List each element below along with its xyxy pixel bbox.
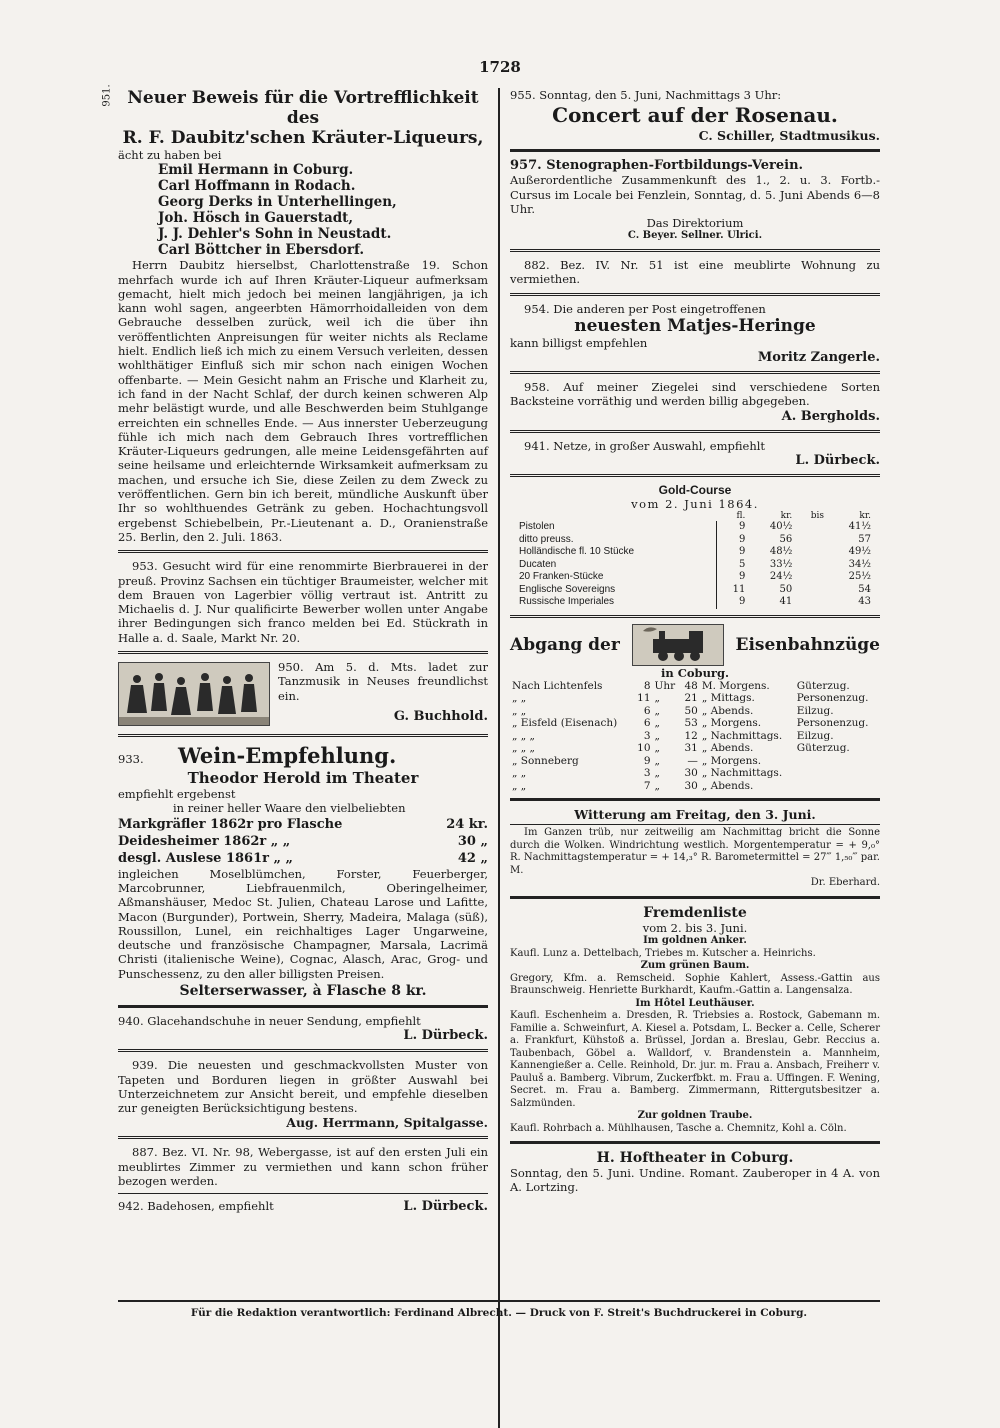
train-minute: 50 (684, 704, 698, 717)
ad-933 (118, 743, 488, 999)
wine-price: 42 „ (457, 850, 488, 866)
train-hour: 10 (637, 742, 651, 755)
cell: 9 (717, 534, 749, 547)
cell: 56 (779, 533, 793, 545)
right-column (510, 88, 880, 1195)
cell: 11 (717, 584, 749, 597)
train-table (510, 680, 880, 793)
cell: 48½ (769, 546, 793, 558)
train-type (795, 780, 880, 793)
train-hour: 9 (643, 754, 651, 767)
ad-body: 882. Bez. IV. Nr. 51 ist eine meublirte Wohnung zu vermiethen. (510, 257, 880, 287)
col-header: kr. (780, 511, 793, 522)
wine-name: Markgräfler 1862r pro Flasche (118, 816, 343, 832)
train-row (510, 730, 880, 743)
hotel-name: Im goldnen Anker. (643, 935, 747, 947)
table-row (516, 584, 874, 597)
train-type: Personenzug. (796, 692, 869, 705)
cell: 34½ (848, 558, 871, 570)
ad-941 (510, 439, 880, 468)
ad-953 (118, 559, 488, 645)
guest-list: Kaufl. Rohrbach a. Mühlhausen, Tasche a. Chemnitz, Kohl a. Cöln. (510, 1122, 847, 1134)
ad-signature: G. Buchhold. (393, 708, 488, 724)
ad-signature: A. Bergholds. (781, 408, 880, 424)
ad-signature: Aug. Herrmann, Spitalgasse. (286, 1115, 488, 1131)
ad-title: Wein-Empfehlung. (178, 743, 397, 769)
train-destination: „ „ „ (512, 729, 535, 742)
dealer: J. J. Dehler's Sohn in Neustadt. (158, 226, 392, 243)
locomotive-icon (633, 625, 723, 665)
train-destination: „ „ „ (512, 742, 535, 755)
ad-951 (101, 84, 488, 544)
train-title-right: Eisenbahnzüge (735, 634, 880, 655)
train-hour: 11 (637, 692, 651, 705)
weather-body: Im Ganzen trüb, nur zeitweilig am Nachmittag bricht die Sonne durch die Wolken. Windrichtung westlich. Morgentemperatur = + 9,₀° R. Nachmittagstemperatur = + 14,₃° R. Barometermittel = 27‴ 1,₅₀‴ par. M. (510, 827, 880, 876)
ad-title: 957. Stenographen-Fortbildungs-Verein. (510, 158, 804, 174)
train-time-label: „ (654, 754, 660, 767)
train-period: „ Morgens. (701, 717, 762, 730)
divider (118, 550, 488, 553)
col-header: fl. (736, 511, 746, 522)
ad-body: 950. Am 5. d. Mts. ladet zur Tanzmusik in Neuses freundlichst ein. (278, 660, 488, 703)
ad-body: 955. Sonntag, den 5. Juni, Nachmittags 3 Uhr: (510, 88, 782, 102)
train-row (510, 705, 880, 718)
table-row (516, 546, 874, 559)
table-row (516, 521, 874, 534)
ad-body: 958. Auf meiner Ziegelei sind verschiedene Sorten Backsteine vorräthig und werden billig abgegeben. (510, 380, 880, 409)
train-row (510, 692, 880, 705)
ad-940 (118, 1014, 488, 1043)
wine-row (118, 833, 488, 850)
ad-number: 933. (118, 752, 144, 767)
ad-intro: empfiehlt ergebenst (118, 787, 236, 802)
train-subtitle: in Coburg. (660, 665, 730, 680)
train-row (510, 780, 880, 793)
hotel-name: Zum grünen Baum. (640, 960, 750, 972)
gold-course (510, 483, 880, 609)
train-row (510, 680, 880, 693)
ad-sub: Das Direktorium (646, 216, 744, 231)
train-row (510, 767, 880, 780)
theater-body: Sonntag, den 5. Juni. Undine. Romant. Zauberoper in 4 A. von A. Lortzing. (510, 1166, 880, 1195)
train-hour: 8 (643, 679, 651, 692)
train-type: Eilzug. (796, 704, 834, 717)
table-row (516, 571, 874, 584)
cell: 57 (858, 533, 871, 545)
train-title-left: Abgang der (510, 634, 620, 655)
cell: 25½ (848, 571, 871, 583)
guest-list: Gregory, Kfm. a. Remscheid. Sophie Kahlert, Assess.-Gattin aus Braunschweig. Henriette Burkhardt, Kaufm.-Gattin a. Langensalza. (510, 972, 880, 997)
ad-subtitle: Theodor Herold im Theater (187, 769, 419, 788)
divider (118, 1136, 488, 1139)
train-row (510, 742, 880, 755)
ad-body: ingleichen Moselblümchen, Forster, Feuerberger, Marcobrunner, Liebfrauenmilch, Oberingelheimer, Aßmanshäuser, Medoc St. Julien, Chateau Larose und Lafitte, Macon (Burgunder), Portwein, Sherry, Madeira, Malaga (süß), Roussillon, Lunel, ein reichhaltiges Lager Ungarweine, deutsche und französische Champagner, Marsala, Lacrimä Christi (italienische Weine), Cognac, Alasch, Arac, Grog- und Punschessenz, zu den aller billigsten Preisen. (118, 866, 488, 981)
hotel-name: Im Hôtel Leuthäuser. (635, 997, 755, 1009)
table-row (516, 559, 874, 572)
cell: 50 (779, 583, 793, 595)
column-divider (498, 88, 500, 1428)
train-destination: Nach Lichtenfels (512, 679, 603, 692)
guest-list: Kaufl. Lunz a. Dettelbach, Triebes m. Kutscher a. Heinrichs. (510, 947, 816, 959)
dealer: Carl Böttcher in Ebersdorf. (158, 242, 365, 259)
train-destination: „ „ (512, 692, 527, 705)
train-period: „ Nachmittags. (701, 767, 783, 780)
ad-body: 942. Badehosen, empfiehlt (118, 1199, 274, 1214)
locomotive-illustration (632, 624, 724, 666)
divider (118, 651, 488, 654)
divider (510, 293, 880, 296)
divider (510, 896, 880, 899)
train-destination: „ „ (512, 779, 527, 792)
weather-signature: Dr. Eberhard. (810, 877, 880, 889)
divider (510, 149, 880, 152)
train-minute: 48 (684, 679, 698, 692)
train-destination: „ Sonneberg (512, 754, 579, 767)
ad-intro: ächt zu haben bei (118, 148, 222, 162)
train-minute: 30 (684, 779, 698, 792)
cell: 33½ (769, 558, 793, 570)
ad-number: 951. (101, 84, 113, 107)
ad-950 (118, 660, 488, 728)
col-header: bis (810, 511, 825, 522)
train-time-label: Uhr (654, 679, 676, 692)
ad-signature: L. Dürbeck. (403, 1028, 488, 1044)
divider (510, 474, 880, 477)
train-period: „ Abends. (701, 704, 754, 717)
gold-subtitle: vom 2. Juni 1864. (631, 497, 759, 512)
train-time-label: „ (654, 742, 660, 755)
cell: 9 (717, 521, 749, 534)
train-hour: 7 (643, 779, 651, 792)
ad-signature: C. Beyer. Sellner. Ulrici. (627, 230, 763, 242)
train-time-label: „ (654, 767, 660, 780)
wine-row (118, 850, 488, 867)
ad-body: Außerordentliche Zusammenkunft des 1., 2. u. 3. Fortb.-Cursus im Locale bei Fenzlein, Sonntag, d. 5. Juni Abends 6—8 Uhr. (510, 173, 880, 216)
ad-title: R. F. Daubitz'schen Kräuter-Liqueurs, (122, 128, 484, 148)
ad-signature: Moritz Zangerle. (757, 350, 880, 366)
cell: 43 (858, 596, 871, 608)
cell: 5 (717, 559, 749, 572)
divider (510, 1141, 880, 1144)
ad-955 (510, 88, 880, 143)
divider (510, 824, 880, 825)
col-header: kr. (859, 511, 871, 522)
coin-name: Russische Imperiales (519, 596, 615, 608)
cell: 41 (779, 596, 793, 608)
ad-intro: in reiner heller Waare den vielbeliebten (173, 801, 406, 816)
train-time-label: „ (654, 717, 660, 730)
ad-footer: Selterserwasser, à Flasche 8 kr. (179, 982, 427, 999)
divider (118, 1005, 488, 1008)
table-row (516, 596, 874, 609)
footer-imprint: Für die Redaktion verantwortlich: Ferdinand Albrecht. — Druck von F. Streit's Buchdruckerei in Coburg. (190, 1307, 808, 1319)
train-time-label: „ (654, 729, 660, 742)
dancers-icon (119, 663, 269, 725)
coin-name: Ducaten (519, 558, 557, 570)
dealer: Joh. Hösch in Gauerstadt, (158, 210, 354, 227)
ad-887 (118, 1145, 488, 1188)
fremdenliste-subtitle: vom 2. bis 3. Juni. (642, 920, 748, 935)
divider (510, 371, 880, 374)
cell: 41½ (848, 521, 871, 533)
theater (510, 1150, 880, 1195)
train-row (510, 717, 880, 730)
fremdenliste-title: Fremdenliste (643, 904, 747, 921)
wine-price: 30 „ (457, 833, 488, 849)
ad-body: 887. Bez. VI. Nr. 98, Webergasse, ist auf den ersten Juli ein meublirtes Zimmer zu vermiethen und kann schon früher bezogen werden. (118, 1145, 488, 1189)
train-period: M. Morgens. (701, 679, 770, 692)
coin-name: ditto preuss. (519, 533, 574, 545)
ad-882 (510, 258, 880, 287)
weather-title: Witterung am Freitag, den 3. Juni. (574, 807, 816, 823)
train-type (795, 755, 880, 768)
ad-958 (510, 380, 880, 424)
train-destination: „ Eisfeld (Eisenach) (512, 717, 618, 730)
train-time-label: „ (654, 779, 660, 792)
ad-body: 954. Die anderen per Post eingetroffenen (524, 301, 766, 316)
cell: 9 (717, 546, 749, 559)
train-period: „ Nachmittags. (701, 729, 783, 742)
cell: 40½ (769, 521, 793, 533)
dancers-illustration (118, 662, 270, 726)
train-period: „ Mittags. (701, 692, 755, 705)
divider (118, 1049, 488, 1052)
gold-table (516, 511, 874, 609)
coin-name: 20 Franken-Stücke (519, 571, 604, 583)
train-row (510, 755, 880, 768)
footer-rule (118, 1300, 880, 1302)
ad-signature: L. Dürbeck. (403, 1199, 488, 1215)
table-row (516, 534, 874, 547)
train-period: „ Abends. (701, 742, 754, 755)
theater-title: H. Hoftheater in Coburg. (596, 1150, 794, 1167)
train-time-label: „ (654, 692, 660, 705)
train-hour: 6 (643, 717, 651, 730)
cell: 54 (858, 583, 871, 595)
ad-signature: C. Schiller, Stadtmusikus. (698, 128, 880, 144)
train-type: Güterzug. (796, 742, 850, 755)
train-minute: 53 (684, 717, 698, 730)
ad-title: Concert auf der Rosenau. (552, 103, 838, 128)
ad-939 (118, 1058, 488, 1130)
train-schedule (510, 624, 880, 793)
gold-title: Gold-Course (658, 483, 732, 498)
ad-body: Herrn Daubitz hierselbst, Charlottenstraße 19. Schon mehrfach wurde ich auf Ihren Kräuter-Liqueur aufmerksam gemacht, hielt mich jedoch bei meinen langjährigen, ja ich kann wohl sagen, angeerbten Hämorrhoidalleiden von dem Gebrauche desselben zurück, weil ich die über ihn veröffentlichten Anpreisungen für weiter nichts als Reclame hielt. Endlich ließ ich mich zu einem Versuch verleiten, dessen wohlthätiger Einfluß sich mir schon nach einigen Wochen offenbarte. — Mein Gesicht nahm an Frische und Klarheit zu, ich fand in der Nacht Schlaf, der durch keinen schweren Alp mehr belästigt wurde, und alle Beschwerden beim Stuhlgange erreichten ein schnelles Ende. — Aus innerster Ueberzeugung fühle ich mich nach dem Gebrauch Ihres vortrefflichen Kräuter-Liqueurs gedrungen, alle meine Leidensgefährten auf seine heilsame und erleichternde Wirksamkeit aufmerksam zu machen, und ersuche ich Sie, diese Zeilen zu dem Zweck zu veröffentlichen. Gern bin ich bereit, mündliche Auskunft über Ihr so wohlthuendes Getränk zu geben. Hochachtungsvoll ergebenst Schiebelbein, Pr.-Lieutenant a. D., Oranienstraße 25. Berlin, den 2. Juli. 1863. (118, 258, 488, 544)
ad-942 (118, 1199, 488, 1214)
train-destination: „ „ (512, 767, 527, 780)
coin-name: Holländische fl. 10 Stücke (519, 546, 635, 558)
train-hour: 6 (643, 704, 651, 717)
train-period: „ Morgens. (701, 754, 762, 767)
weather (510, 807, 880, 890)
train-type: Personenzug. (796, 717, 869, 730)
ad-title: Neuer Beweis für die Vortrefflichkeit des (127, 88, 479, 128)
wine-row (118, 816, 488, 833)
cell: 9 (717, 596, 749, 609)
train-hour: 3 (643, 729, 651, 742)
ad-957 (510, 158, 880, 243)
train-type: Eilzug. (796, 729, 834, 742)
ad-body: 941. Netze, in großer Auswahl, empfiehlt (524, 438, 766, 453)
left-column (101, 84, 488, 1215)
dealer: Carl Hoffmann in Rodach. (158, 178, 356, 195)
hotel-name: Zur goldnen Traube. (637, 1110, 753, 1122)
ad-signature: L. Dürbeck. (795, 453, 880, 469)
cell: 49½ (848, 546, 871, 558)
divider (510, 798, 880, 801)
dealer: Georg Derks in Unterhellingen, (158, 194, 397, 211)
wine-name: desgl. Auslese 1861r „ „ (118, 850, 293, 866)
cell: 9 (717, 571, 749, 584)
wine-price: 24 kr. (446, 816, 488, 832)
train-destination: „ „ (512, 704, 527, 717)
train-minute: 30 (684, 767, 698, 780)
ad-954 (510, 302, 880, 366)
train-hour: 3 (643, 767, 651, 780)
page-number: 1728 (479, 58, 521, 76)
dealer: Emil Hermann in Coburg. (158, 162, 354, 179)
train-period: „ Abends. (701, 779, 754, 792)
coin-name: Pistolen (519, 521, 555, 533)
wine-name: Deidesheimer 1862r „ „ (118, 833, 291, 849)
train-type (795, 767, 880, 780)
divider (510, 249, 880, 252)
ad-body: 953. Gesucht wird für eine renommirte Bierbrauerei in der preuß. Provinz Sachsen ein tüchtiger Braumeister, welcher mit dem Brauen von Lagerbier völlig vertraut ist. Antritt zu Michaelis d. J. Nur qualificirte Bewerber wollen unter Angabe ihrer Bedingungen sich franco melden bei Ed. Stückrath in Halle a. d. Saale, Markt Nr. 20. (118, 559, 488, 645)
cell: 24½ (769, 571, 793, 583)
ad-title: neuesten Matjes-Heringe (574, 315, 816, 336)
train-minute: 12 (684, 729, 698, 742)
divider (118, 734, 488, 737)
train-minute: — (687, 754, 698, 767)
ad-body: kann billigst empfehlen (510, 335, 648, 350)
guest-list: Kaufl. Eschenheim a. Dresden, R. Triebsies a. Rostock, Gabemann m. Familie a. Schweinfurt, A. Kiesel a. Potsdam, L. Becker a. Celle, Scherer a. Frankfurt, Kühstoß a. Brüssel, Jordan a. Breslau, Gebr. Reccius a. Taubenbach, Göbel a. Walldorf, v. Brandenstein a. Mannheim, Kannengießer a. Celle. Reinhold, Dr. jur. m. Frau a. Ansbach, Freiherr v. Pauluš a. Bamberg. Vibrum, Zuckerfbkt. m. Frau a. Uffingen. F. Wening, Secret. m. Frau a. Bamberg. Zimmermann, Rittergutsbesitzer a. Salzmünden. (510, 1010, 880, 1109)
train-minute: 21 (684, 692, 698, 705)
train-minute: 31 (684, 742, 698, 755)
ad-body: 939. Die neuesten und geschmackvollsten Muster von Tapeten und Borduren liegen in größter Auswahl bei Unterzeichnetem zur Ansicht bereit, und empfehle dieselben zur geneigten Berücksichtigung bestens. (118, 1058, 488, 1116)
divider (118, 1193, 488, 1194)
ad-body: 940. Glacehandschuhe in neuer Sendung, empfiehlt (118, 1013, 421, 1028)
divider (510, 430, 880, 433)
divider (510, 615, 880, 618)
train-type: Güterzug. (796, 679, 850, 692)
fremdenliste (510, 905, 880, 1135)
train-time-label: „ (654, 704, 660, 717)
coin-name: Englische Sovereigns (519, 583, 616, 595)
